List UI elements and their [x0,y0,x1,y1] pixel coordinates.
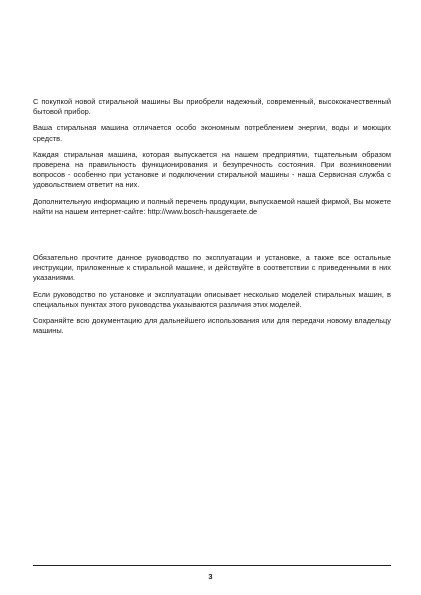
intro-paragraph: С покупкой новой стиральной машины Вы приобрели надежный, современный, высококачественный бытовой прибор. [33,97,391,117]
instructions-paragraph: Сохраняйте всю документацию для дальнейшего использования или для передачи новому владельцу машины. [33,316,391,336]
footer-divider [33,565,391,566]
instructions-section [33,253,391,342]
intro-paragraph: Дополнительную информацию и полный перечень продукции, выпускаемой нашей фирмой, Вы можете найти на нашем интернет-сайте: http://www.bosch-hausgeraete.de [33,196,391,216]
page-number: 3 [208,572,213,581]
instructions-paragraph: Если руководство по установке и эксплуатации описывает несколько моделей стиральных машин, в специальных пунктах этого руководства указываются различия этих моделей. [33,289,391,309]
intro-section [33,97,391,223]
instructions-paragraph: Обязательно прочтите данное руководство по эксплуатации и установке, а также все остальные инструкции, приложенные к стиральной машине, и действуйте в соответствии с приведенными в них указаниями. [33,253,391,283]
intro-paragraph: Ваша стиральная машина отличается особо экономным потреблением энергии, воды и моющих средств. [33,123,391,143]
intro-paragraph: Каждая стиральная машина, которая выпускается на нашем предприятии, тщательным образом проверена на правильность функционирования и безупречность состояния. При возникновении вопросов - особенно при установке и подключении стиральной машины - наша Сервисная служба с удовольствием ответит на них. [33,149,391,190]
